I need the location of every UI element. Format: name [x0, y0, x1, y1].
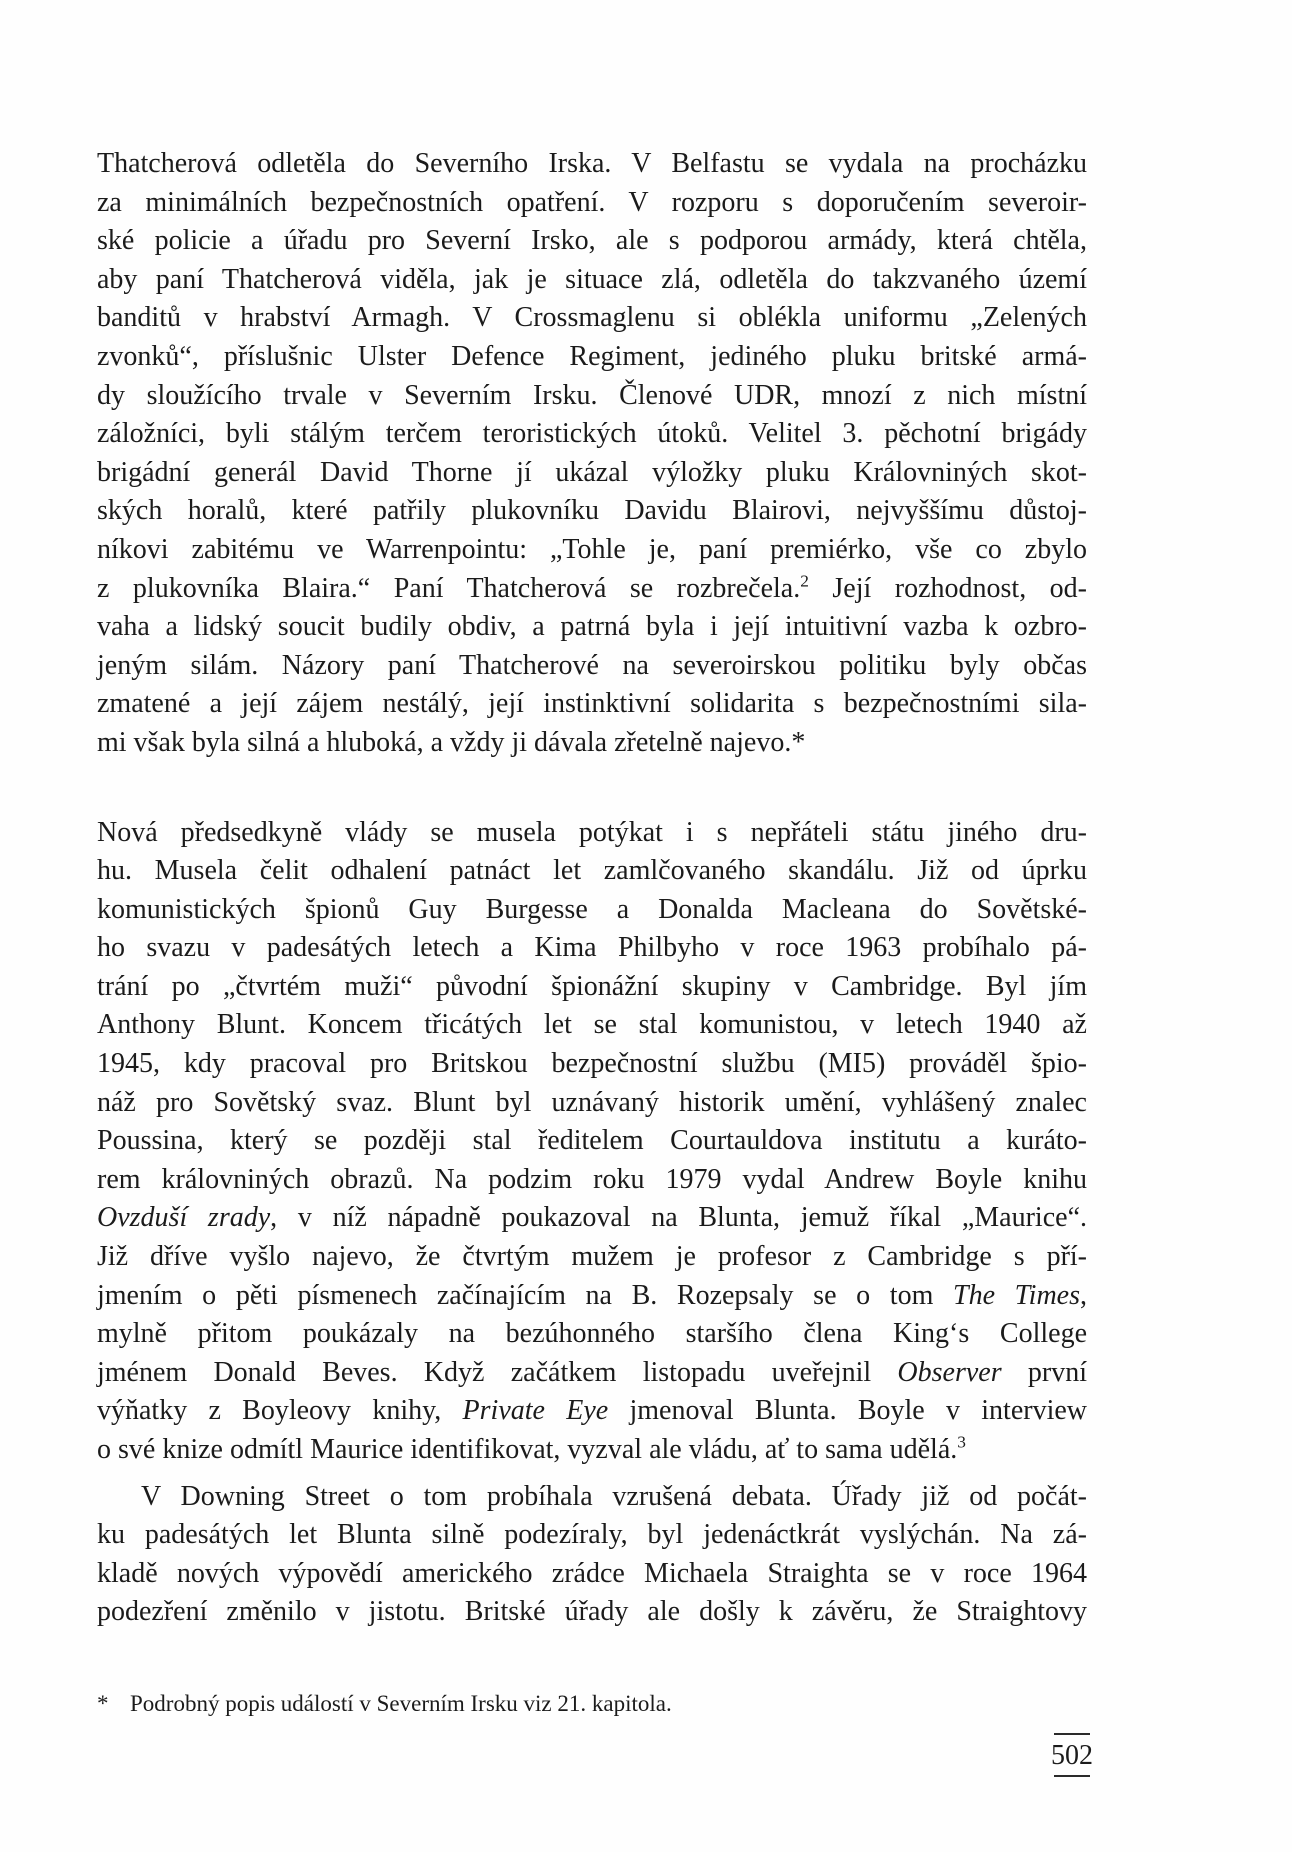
text-line — [97, 1392, 1087, 1431]
text-line — [97, 685, 1087, 724]
text-segment: mylně přitom poukázaly na bezúhonného staršího člena King‘s College — [97, 1318, 1087, 1350]
text-segment: jmenoval Blunta. Boyle v interview — [608, 1395, 1087, 1427]
text-segment: Nová předsedkyně vlády se musela potýkat i s nepřáteli státu jiného dru- — [97, 816, 1087, 848]
text-line — [97, 454, 1087, 493]
italic-segment: The Times — [953, 1279, 1080, 1311]
text-segment: níkovi zabitému ve Warrenpointu: „Tohle je, paní premiérko, vše co zbylo — [97, 533, 1087, 565]
text-segment: náž pro Sovětský svaz. Blunt byl uznávaný historik umění, vyhlášený znalec — [97, 1086, 1087, 1118]
text-line — [97, 299, 1087, 338]
text-segment: zvonků“, příslušnic Ulster Defence Regiment, jediného pluku britské armá- — [97, 340, 1087, 372]
text-segment: jeným silám. Názory paní Thatcherové na severoirskou politiku byly občas — [97, 649, 1087, 681]
footnote-marker: * — [97, 1691, 109, 1716]
footnote-text: Podrobný popis událostí v Severním Irsku viz 21. kapitola. — [130, 1691, 672, 1716]
page-number: 502 — [1051, 1740, 1093, 1771]
text-line — [97, 1478, 1087, 1517]
italic-segment: Ovzduší zrady — [97, 1202, 271, 1234]
text-line — [97, 222, 1087, 261]
text-segment: jménem Donald Beves. Když začátkem listopadu uveřejnil — [97, 1356, 898, 1388]
text-segment: 1945, kdy pracoval pro Britskou bezpečnostní službu (MI5) prováděl špio- — [97, 1048, 1087, 1080]
text-line — [97, 261, 1087, 300]
page-number-rule-top — [1054, 1733, 1090, 1735]
text-segment: kladě nových výpovědí amerického zrádce Michaela Straighta se v roce 1964 — [97, 1557, 1087, 1589]
text-segment: aby paní Thatcherová viděla, jak je situace zlá, odletěla do takzvaného území — [97, 263, 1087, 295]
text-segment: brigádní generál David Thorne jí ukázal výložky pluku Královniných skot- — [97, 456, 1087, 488]
text-line — [97, 968, 1087, 1007]
paragraph — [97, 145, 1087, 763]
superscript-note-ref: 2 — [800, 571, 809, 591]
text-line — [97, 1555, 1087, 1594]
text-line — [97, 852, 1087, 891]
text-segment: záložníci, byli stálým terčem teroristických útoků. Velitel 3. pěchotní brigády — [97, 418, 1087, 450]
text-line — [97, 1431, 1087, 1470]
text-segment: výňatky z Boyleovy knihy, — [97, 1395, 463, 1427]
text-line — [97, 814, 1087, 853]
text-segment: ských horalů, které patřily plukovníku Davidu Blairovi, nejvyššímu důstoj- — [97, 495, 1087, 527]
text-segment: z plukovníka Blaira.“ Paní Thatcherová se rozbrečela. — [97, 572, 801, 604]
paragraph — [97, 1478, 1087, 1632]
text-line — [97, 415, 1087, 454]
text-segment: hu. Musela čelit odhalení patnáct let zamlčovaného skandálu. Již od úprku — [97, 855, 1087, 887]
text-segment: dy sloužícího trvale v Severním Irsku. Členové UDR, mnozí z nich místní — [97, 379, 1087, 411]
text-segment: trání po „čtvrtém muži“ původní špionážní skupiny v Cambridge. Byl jím — [97, 970, 1087, 1002]
text-line — [97, 1315, 1087, 1354]
text-segment: první — [1001, 1356, 1087, 1388]
text-segment: Anthony Blunt. Koncem třicátých let se stal komunistou, v letech 1940 až — [97, 1009, 1087, 1041]
text-segment: o své knize odmítl Maurice identifikovat, vyzval ale vládu, ať to sama udělá. — [97, 1434, 958, 1465]
text-segment: V Downing Street o tom probíhala vzrušená debata. Úřady již od počát- — [141, 1480, 1087, 1512]
text-line — [97, 1122, 1087, 1161]
text-segment: , v níž nápadně poukazoval na Blunta, jemuž říkal „Maurice“. — [270, 1202, 1087, 1234]
paragraph — [97, 814, 1087, 1470]
text-line — [97, 1516, 1087, 1555]
text-line — [97, 338, 1087, 377]
text-line — [97, 492, 1087, 531]
text-line — [97, 929, 1087, 968]
superscript-note-ref: 3 — [957, 1432, 966, 1452]
text-segment: jmením o pěti písmenech začínajícím na B. Rozepsaly se o tom — [97, 1279, 953, 1311]
text-segment: Thatcherová odletěla do Severního Irska. V Belfastu se vydala na procházku — [97, 148, 1087, 179]
text-segment: Její rozhodnost, od- — [808, 572, 1087, 604]
text-line — [97, 1084, 1087, 1123]
text-segment: rem královniných obrazů. Na podzim roku 1979 vydal Andrew Boyle knihu — [97, 1163, 1087, 1195]
text-line — [97, 647, 1087, 686]
text-segment: za minimálních bezpečnostních opatření. V rozporu s doporučením severoir- — [97, 186, 1087, 218]
text-segment: Poussina, který se později stal ředitelem Courtauldova institutu a kuráto- — [97, 1125, 1087, 1157]
text-line — [97, 1354, 1087, 1393]
text-line — [97, 1045, 1087, 1084]
text-segment: banditů v hrabství Armagh. V Crossmaglenu si oblékla uniformu „Zelených — [97, 302, 1087, 334]
page-number-rule-bottom — [1054, 1775, 1090, 1777]
text-segment: ho svazu v padesátých letech a Kima Philbyho v roce 1963 probíhalo pá- — [97, 932, 1087, 964]
text-segment: ku padesátých let Blunta silně podezíraly, byl jedenáctkrát vyslýchán. Na zá- — [97, 1519, 1087, 1551]
text-segment: , — [1080, 1279, 1087, 1311]
text-line — [97, 1277, 1087, 1316]
text-line — [97, 891, 1087, 930]
text-line — [97, 1593, 1087, 1632]
text-line — [97, 1006, 1087, 1045]
text-line — [97, 531, 1087, 570]
text-line — [97, 570, 1087, 609]
text-line — [97, 184, 1087, 223]
body-text — [97, 145, 1087, 1632]
text-segment: mi však byla silná a hluboká, a vždy ji dávala zřetelně najevo.* — [97, 726, 806, 758]
text-segment: zmatené a její zájem nestálý, její instinktivní solidarita s bezpečnostními sila- — [97, 688, 1087, 720]
text-line — [97, 724, 1087, 763]
text-segment: vaha a lidský soucit budily obdiv, a patrná byla i její intuitivní vazba k ozbro- — [97, 611, 1087, 643]
page-number-block — [1036, 1733, 1108, 1777]
text-line — [97, 1238, 1087, 1277]
italic-segment: Observer — [897, 1356, 1002, 1388]
text-line — [97, 1161, 1087, 1200]
text-line — [97, 1199, 1087, 1238]
text-line — [97, 608, 1087, 647]
text-segment: Již dříve vyšlo najevo, že čtvrtým mužem je profesor z Cambridge s pří- — [97, 1241, 1087, 1273]
text-segment: ské policie a úřadu pro Severní Irsko, ale s podporou armády, která chtěla, — [97, 225, 1087, 257]
footnote — [97, 1689, 997, 1719]
text-line — [97, 145, 1087, 184]
text-segment: podezření změnilo v jistotu. Britské úřady ale došly k závěru, že Straightovy — [97, 1596, 1087, 1628]
text-line — [97, 377, 1087, 416]
italic-segment: Private Eye — [462, 1395, 609, 1427]
text-segment: komunistických špionů Guy Burgesse a Donalda Macleana do Sovětské- — [97, 893, 1087, 925]
